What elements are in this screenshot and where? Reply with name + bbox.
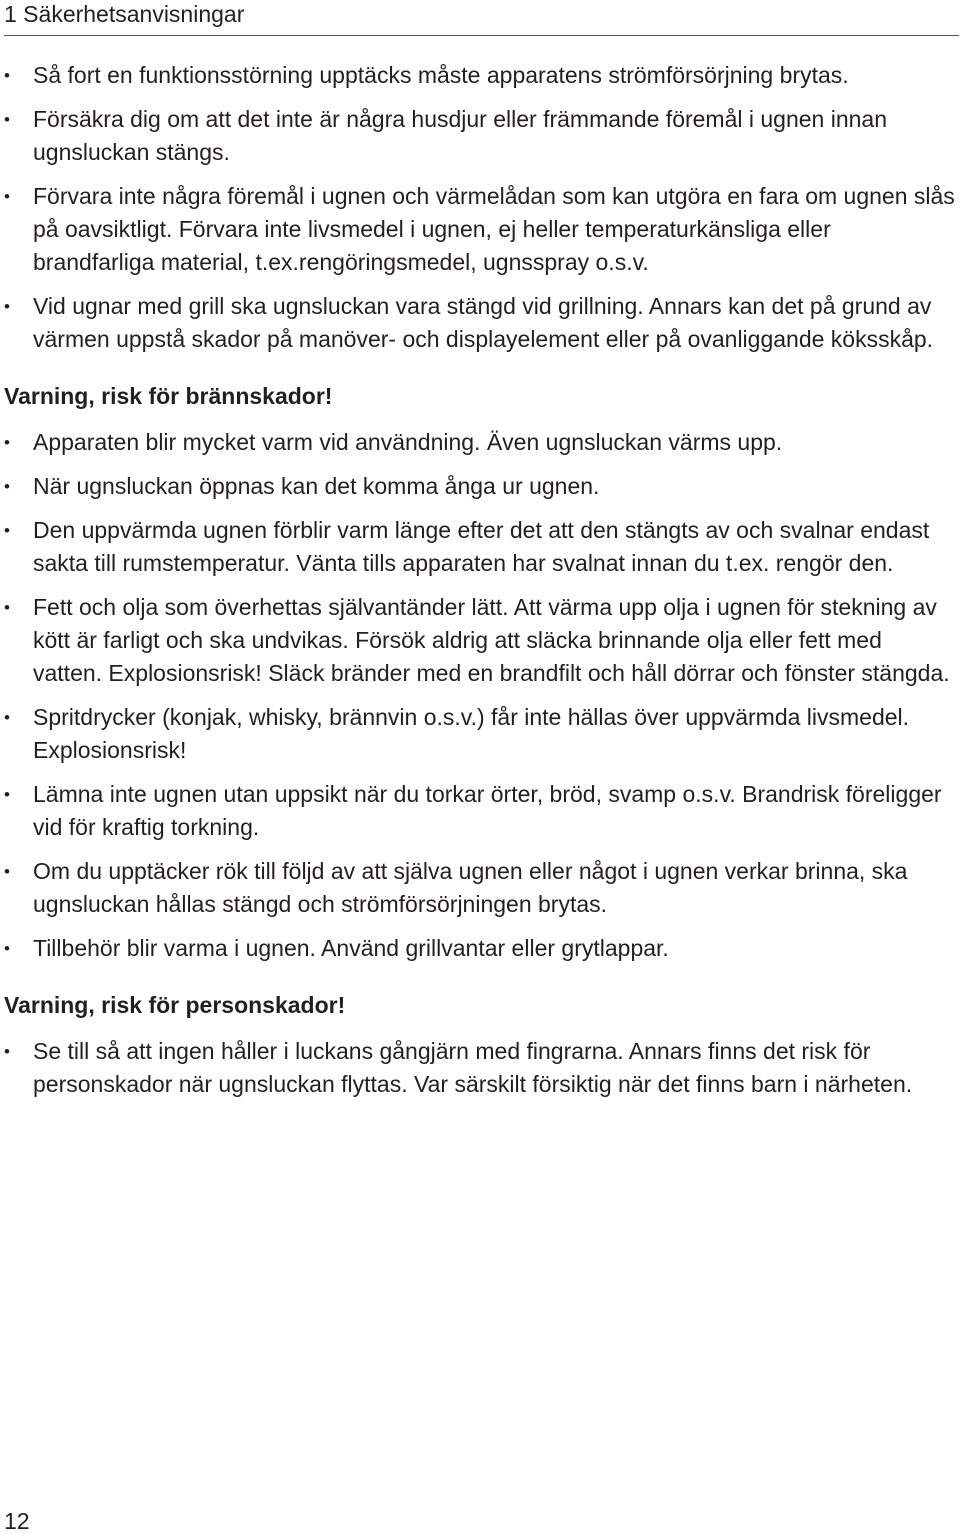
burn-warning-heading: Varning, risk för brännskador!: [4, 383, 333, 409]
list-item: • Försäkra dig om att det inte är några husdjur eller främmande föremål i ugnen innan ugnsluckan stängs.: [4, 103, 956, 169]
page-number: 12: [4, 1508, 30, 1534]
list-item: • Om du upptäcker rök till följd av att själva ugnen eller något i ugnen verkar brinna, ska ugnsluckan hållas stängd och strömförsörjningen brytas.: [4, 855, 956, 921]
safety-list: [4, 59, 956, 356]
bullet-icon: •: [4, 66, 10, 85]
bullet-icon: •: [4, 708, 10, 727]
list-item: • Apparaten blir mycket varm vid användning. Även ugnsluckan värms upp.: [4, 426, 956, 459]
list-item: • Förvara inte några föremål i ugnen och värmelådan som kan utgöra en fara om ugnen slås på oavsiktligt. Förvara inte livsmedel i ugnen, ej heller temperaturkänsliga eller brandfarliga material, t.ex.rengöringsmedel, ugnsspray o.s.v.: [4, 180, 956, 279]
bullet-icon: •: [4, 187, 10, 206]
bullet-icon: •: [4, 939, 10, 958]
bullet-icon: •: [4, 521, 10, 540]
injury-warning-list: [4, 1035, 956, 1101]
list-item: • Vid ugnar med grill ska ugnsluckan vara stängd vid grillning. Annars kan det på grund av värmen uppstå skador på manöver- och displayelement eller på ovanliggande köksskåp.: [4, 290, 956, 356]
bullet-icon: •: [4, 433, 10, 452]
document-body: [4, 59, 956, 1112]
list-item: • Fett och olja som överhettas självantänder lätt. Att värma upp olja i ugnen för stekning av kött är farligt och ska undvikas. Försök aldrig att släcka brinnande olja eller fett med vatten. Explosionsrisk! Släck bränder med en brandfilt och håll dörrar och fönster stängda.: [4, 591, 956, 690]
bullet-icon: •: [4, 477, 10, 496]
list-item: • Den uppvärmda ugnen förblir varm länge efter det att den stängts av och svalnar endast sakta till rumstemperatur. Vänta tills apparaten har svalnat innan du t.ex. rengör den.: [4, 514, 956, 580]
bullet-icon: •: [4, 862, 10, 881]
section-title: 1 Säkerhetsanvisningar: [4, 1, 245, 27]
list-item: • Se till så att ingen håller i luckans gångjärn med fingrarna. Annars finns det risk för personskador när ugnsluckan flyttas. Var särskilt försiktig när det finns barn i närheten.: [4, 1035, 956, 1101]
list-item: • Lämna inte ugnen utan uppsikt när du torkar örter, bröd, svamp o.s.v. Brandrisk föreligger vid för kraftig torkning.: [4, 778, 956, 844]
injury-warning-heading: Varning, risk för personskador!: [4, 992, 346, 1018]
list-item: • Så fort en funktionsstörning upptäcks måste apparatens strömförsörjning brytas.: [4, 59, 956, 92]
bullet-icon: •: [4, 297, 10, 316]
bullet-icon: •: [4, 598, 10, 617]
bullet-icon: •: [4, 110, 10, 129]
bullet-icon: •: [4, 1042, 10, 1061]
bullet-icon: •: [4, 785, 10, 804]
list-item: • Spritdrycker (konjak, whisky, brännvin o.s.v.) får inte hällas över uppvärmda livsmedel. Explosionsrisk!: [4, 701, 956, 767]
list-item: • Tillbehör blir varma i ugnen. Använd grillvantar eller grytlappar.: [4, 932, 956, 965]
burn-warning-list: [4, 426, 956, 965]
list-item: • När ugnsluckan öppnas kan det komma ånga ur ugnen.: [4, 470, 956, 503]
page-header: [4, 0, 959, 36]
